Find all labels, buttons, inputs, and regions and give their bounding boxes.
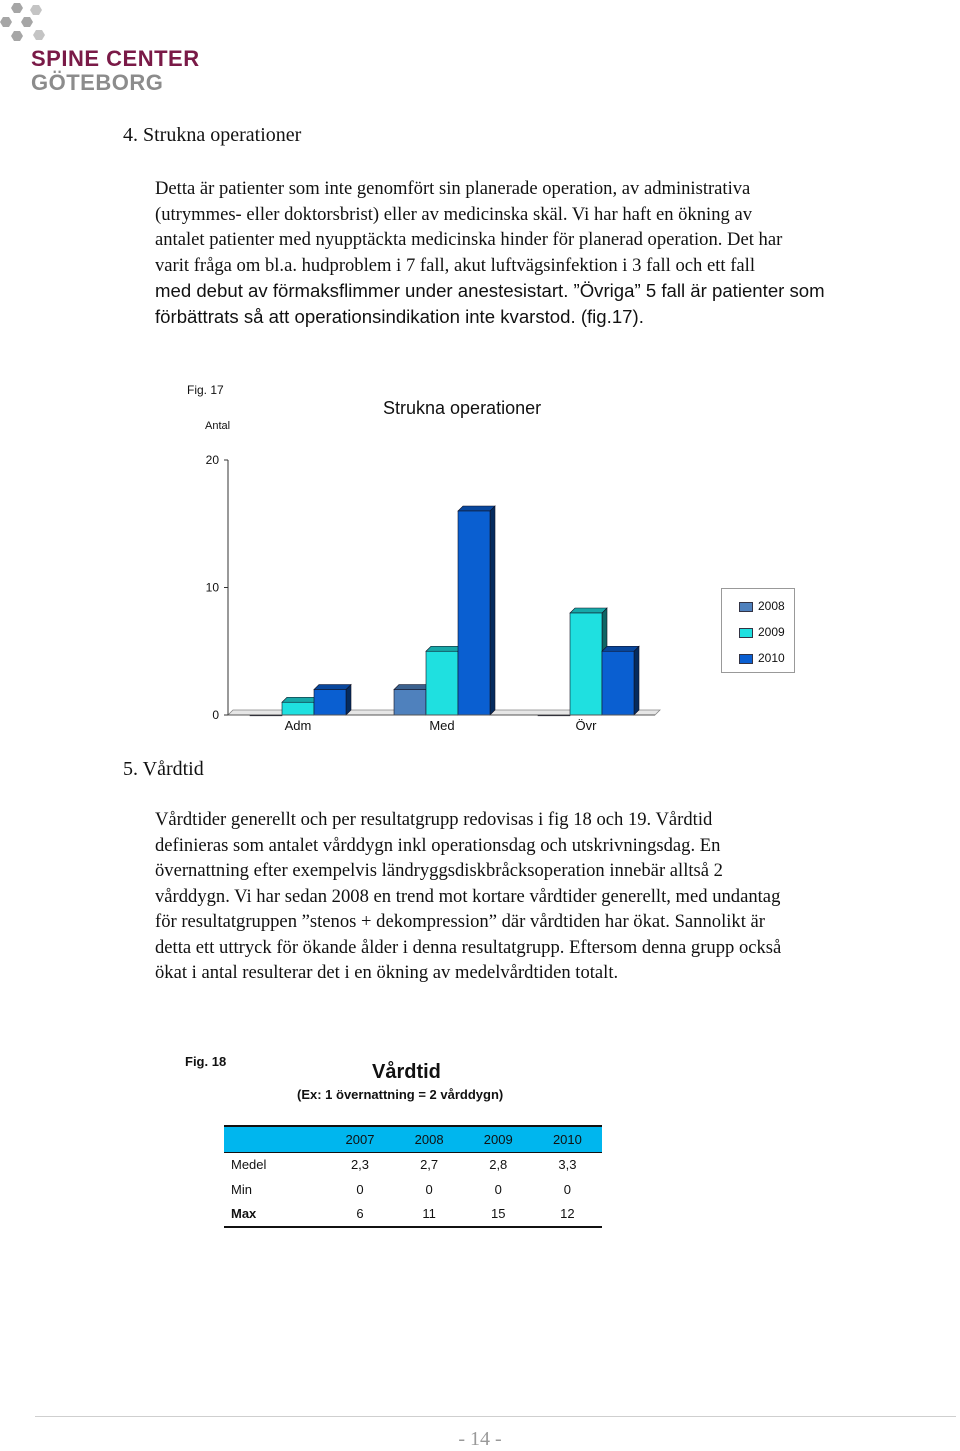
figure-17-label: Fig. 17 [187,383,224,397]
section-4-paragraph [155,176,915,329]
section-4-heading: 4. Strukna operationer [123,124,302,146]
table-row [224,1202,602,1228]
y-axis-label: Antal [205,420,231,432]
logo-text-line1: SPINE CENTER [31,46,200,71]
bar-side [490,506,495,715]
bar-övr-2010 [602,651,634,715]
vardtid-table [224,1125,602,1228]
para-line: Detta är patienter som inte genomfört sin planerade operation, av administrativa [155,178,751,199]
bar-chart [0,440,700,740]
section-5-paragraph [155,807,915,986]
table-cell: 2,8 [489,1157,508,1173]
table-header-cell: 2010 [533,1126,602,1152]
bar-med-2008 [394,690,426,716]
table-header-cell: 2009 [464,1126,533,1152]
row-label: Medel [231,1157,267,1173]
para-line: Vårdtider generellt och per resultatgrupp redovisas i fig 18 och 19. Vårdtid [155,809,713,830]
para-line: definieras som antalet vårddygn inkl operationsdag och utskrivningsdag. En [155,834,721,856]
table-row [224,1177,602,1202]
table-cell: 2,3 [350,1157,370,1173]
para-line: för resultatgruppen ”stenos + dekompression” där vårdtiden har ökat. Sannolikt är [155,911,765,932]
bar-side [634,646,639,715]
y-tick-label: 10 [205,580,219,595]
para-line: med debut av förmaksflimmer under anestesistart. ”Övriga” 5 fall är patienter som [155,280,825,301]
y-tick-label: 20 [205,453,219,467]
bar-övr-2009 [570,613,602,715]
table-header-row [224,1126,602,1152]
table-cell: 0 [425,1181,433,1197]
y-tick-label: 0 [212,708,219,722]
x-tick-label: Adm [284,718,312,733]
table-cell: 11 [395,1202,464,1228]
legend-label: 2009 [758,625,785,639]
legend-swatch [739,628,753,638]
para-line: antalet patienter med nyupptäckta medicinska hinder för planerad operation. Det har [155,229,783,250]
bar-adm-2010 [314,690,346,716]
table-cell: 15 [464,1202,533,1228]
table-header-cell [224,1126,325,1152]
bar-top [602,646,639,651]
table-cell: 0 [356,1181,364,1197]
x-tick-label: Med [429,718,455,733]
para-line: vårddygn. Vi har sedan 2008 en trend mot kortare vårdtider generellt, med undantag [155,885,781,907]
para-line: (utrymmes- eller doktorsbrist) eller av medicinska skäl. Vi har haft en ökning av [155,203,752,225]
row-label: Max [224,1202,325,1228]
logo-text-line2: GÖTEBORG [31,70,164,95]
section-5-heading: 5. Vårdtid [123,758,204,780]
bar-med-2009 [426,651,458,715]
table-header-cell: 2007 [325,1126,394,1152]
bar-top [458,506,495,511]
table-cell: 0 [494,1181,502,1197]
para-line: övernattning efter exempelvis ländryggsdiskbråcksoperation innebär alltså 2 [155,860,723,881]
legend-label: 2010 [758,651,785,665]
para-line: varit fråga om bl.a. hudproblem i 7 fall, akut luftvägsinfektion i 3 fall och ett fall [155,254,755,276]
x-tick-label: Övr [575,718,597,733]
bar-med-2010 [458,511,490,715]
figure-18-subtitle: (Ex: 1 övernattning = 2 vårddygn) [297,1087,504,1102]
figure-18-title: Vårdtid [372,1061,441,1083]
para-line: förbättrats så att operationsindikation inte kvarstod. (fig.17). [155,305,644,327]
legend-swatch [739,602,753,612]
legend-swatch [739,654,753,664]
bar-top [282,697,319,702]
table-cell: 3,3 [558,1157,577,1173]
page-number: - 14 - [458,1428,502,1450]
para-line: ökat i antal resulterar det i en ökning av medelvårdtiden totalt. [155,962,619,983]
legend-item-2009 [739,625,785,639]
bar-top [426,646,463,651]
legend-item-2008 [739,599,785,613]
chart-title: Strukna operationer [383,398,542,418]
bar-top [394,685,431,690]
bar-adm-2009 [282,702,314,715]
figure-18-label: Fig. 18 [185,1054,227,1069]
bar-top [314,685,351,690]
table-cell: 6 [325,1202,394,1228]
row-label: Min [231,1181,252,1197]
para-line: detta ett uttryck för ökande ålder i denna resultatgrupp. Eftersom denna grupp också [155,936,782,958]
table-cell: 2,7 [420,1157,439,1173]
legend-label: 2008 [758,599,785,613]
chart-legend [721,588,795,673]
table-row [224,1152,602,1177]
footer-rule [35,1416,956,1417]
table-cell: 0 [563,1181,572,1197]
table-cell: 12 [533,1202,602,1228]
legend-item-2010 [739,651,785,665]
table-header-cell: 2008 [395,1126,464,1152]
bar-top [570,608,607,613]
